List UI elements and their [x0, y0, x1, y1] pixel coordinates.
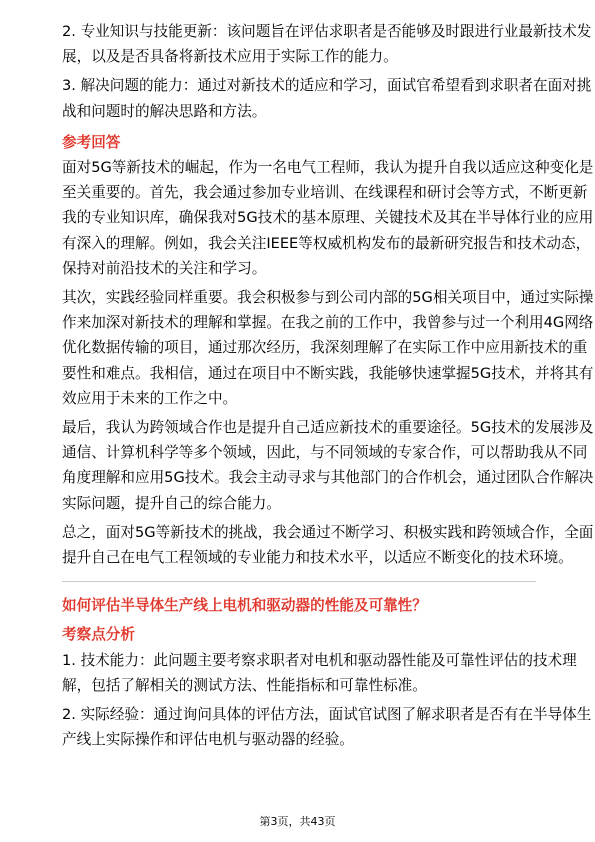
- text-line: 效应用于未来的工作之中。: [62, 389, 238, 407]
- text-line: 角度理解和应用5G技术。我会主动寻求与其他部门的合作机会，通过团队合作解决: [62, 469, 594, 487]
- text-line: 展，以及是否具备将新技术应用于实际工作的能力。: [62, 48, 398, 66]
- text-line: 3. 解决问题的能力：通过对新技术的适应和学习，面试官希望看到求职者在面对挑: [62, 77, 592, 95]
- analysis-heading: 考察点分析: [62, 626, 135, 644]
- text-line: 1. 技术能力：此问题主要考察求职者对电机和驱动器性能及可靠性评估的技术理: [62, 651, 577, 669]
- analysis-point-1: [62, 648, 577, 698]
- answer-paragraph-3: [62, 415, 594, 516]
- text-line: 面对5G等新技术的崛起，作为一名电气工程师，我认为提升自我以适应这种变化是: [62, 159, 594, 177]
- answer-paragraph-1: [62, 155, 594, 281]
- text-line: 要性和难点。我相信，通过在项目中不断实践，我能够快速掌握5G技术，并将其有: [62, 364, 594, 382]
- text-line: 2. 实际经验：通过询问具体的评估方法，面试官试图了解求职者是否有在半导体生: [62, 706, 592, 724]
- text-line: 战和问题时的解决思路和方法。: [62, 102, 267, 120]
- text-line: 其次，实践经验同样重要。我会积极参与到公司内部的5G相关项目中，通过实际操: [62, 289, 594, 307]
- text-line: 解，包括了解相关的测试方法、性能指标和可靠性标准。: [62, 676, 427, 694]
- text-line: 有深入的理解。例如，我会关注IEEE等权威机构发布的最新研究报告和技术动态，: [62, 234, 591, 252]
- text-line: 至关重要的。首先，我会通过参加专业培训、在线课程和研讨会等方式，不断更新: [62, 184, 588, 202]
- text-line: 最后，我认为跨领域合作也是提升自己适应新技术的重要途径。5G技术的发展涉及: [62, 419, 594, 437]
- answer-paragraph-4: [62, 520, 594, 570]
- page-number-footer: 第3页，共43页: [259, 815, 336, 828]
- section-divider: [62, 581, 536, 582]
- analysis-point-2: [62, 702, 592, 752]
- text-line: 作来加深对新技术的理解和掌握。在我之前的工作中，我曾参与过一个利用4G网络: [62, 314, 594, 332]
- text-line: 我的专业知识库，确保我对5G技术的基本原理、关键技术及其在半导体行业的应用: [62, 209, 594, 227]
- page-content: [62, 19, 594, 752]
- text-line: 实际问题，提升自己的综合能力。: [62, 494, 281, 512]
- text-line: 提升自己在电气工程领域的专业能力和技术水平，以适应不断变化的技术环境。: [62, 549, 573, 567]
- text-line: 保持对前沿技术的关注和学习。: [62, 259, 267, 277]
- text-line: 总之，面对5G等新技术的挑战，我会通过不断学习、积极实践和跨领域合作，全面: [62, 523, 594, 541]
- text-line: 通信、计算机科学等多个领域，因此，与不同领域的专家合作，可以帮助我从不同: [62, 444, 588, 462]
- question-point-3: [62, 73, 592, 123]
- answer-heading: 参考回答: [62, 133, 121, 151]
- answer-paragraph-2: [62, 285, 594, 411]
- question-title: 如何评估半导体生产线上电机和驱动器的性能及可靠性？: [62, 597, 427, 615]
- question-point-2: [62, 19, 592, 69]
- text-line: 产线上实际操作和评估电机与驱动器的经验。: [62, 731, 354, 749]
- text-line: 2. 专业知识与技能更新：该问题旨在评估求职者是否能够及时跟进行业最新技术发: [62, 23, 592, 40]
- text-line: 优化数据传输的项目，通过那次经历，我深刻理解了在实际工作中应用新技术的重: [62, 339, 588, 357]
